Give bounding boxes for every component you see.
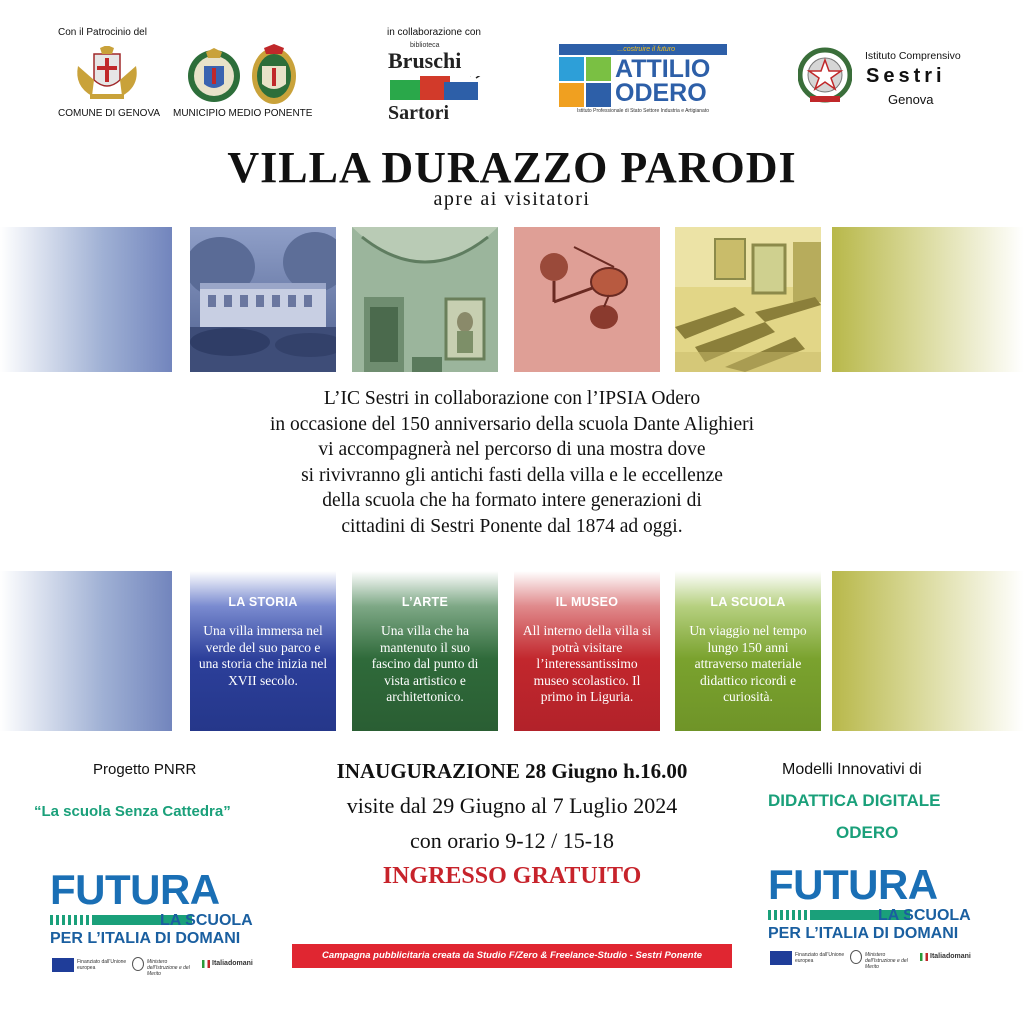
intro-paragraph <box>150 386 874 539</box>
eu-flag-icon <box>52 958 74 972</box>
municipio-crest-right-icon <box>250 44 298 106</box>
attilio-odero-logo <box>559 44 727 116</box>
inaugurazione-text: INAUGURAZIONE 28 Giugno h.16.00 <box>336 759 688 783</box>
didattica-digitale-label: DIDATTICA DIGITALE <box>768 791 941 810</box>
photo-band-fade-left <box>0 227 172 372</box>
ic-city: Genova <box>888 92 934 107</box>
odero-line2: ODERO <box>615 79 707 107</box>
ic-label: Istituto Comprensivo <box>865 50 961 62</box>
odero-subtitle: Istituto Professionale di Stato Settore Industria e Artigianato <box>576 108 710 114</box>
ministero-label: Ministero dell’Istruzione e del Merito <box>865 952 908 970</box>
ingresso-gratuito-text: INGRESSO GRATUITO <box>382 863 642 889</box>
intro-line-5: della scuola che ha formato intere generazioni di <box>322 490 702 511</box>
eu-label: Finanziato dall’Unione europea <box>795 952 845 964</box>
credit-banner: Campagna pubblicitaria creata da Studio F/Zero & Freelance-Studio - Sestri Ponente <box>292 944 732 968</box>
funding-logos-row <box>50 956 265 977</box>
italia-flag-icon <box>202 960 210 968</box>
futura-word: FUTURA <box>768 861 938 908</box>
card-text: Una villa immersa nel verde del suo parco e una storia che inizia nel XVII secolo. <box>198 623 328 688</box>
photo-band-fade-right <box>832 227 1024 372</box>
ministero-emblem-icon <box>850 950 862 964</box>
cards-fade-left <box>0 571 172 731</box>
books-icon <box>390 76 482 104</box>
futura-word: FUTURA <box>50 866 220 913</box>
intro-line-1: L’IC Sestri in collaborazione con l’IPSIA Odero <box>323 388 701 409</box>
italia-flag-icon <box>920 953 928 961</box>
bruschi-text: Bruschi <box>388 48 462 73</box>
card-title: IL MUSEO <box>555 595 619 609</box>
comune-genova-label: COMUNE DI GENOVA <box>58 108 161 119</box>
intro-line-2: in occasione del 150 anniversario della scuola Dante Alighieri <box>269 413 755 435</box>
patrocinio-label: Con il Patrocinio del <box>58 27 147 38</box>
ministero-emblem-icon <box>132 957 144 971</box>
futura-line1: LA SCUOLA <box>160 912 253 929</box>
collaborazione-label: in collaborazione con <box>387 27 481 38</box>
intro-line-3: vi accompagnerà nel percorso di una mostra dove <box>318 439 706 460</box>
card-la-storia <box>190 571 336 731</box>
municipio-label: MUNICIPIO MEDIO PONENTE <box>173 108 313 119</box>
municipio-crest-left-icon <box>186 46 242 104</box>
card-l-arte <box>352 571 498 731</box>
card-text: Una villa che ha mantenuto il suo fascino dal punto di vista artistico e architettonico. <box>371 623 479 704</box>
card-title: LA SCUOLA <box>710 595 786 609</box>
futura-line2: PER L’ITALIA DI DOMANI <box>768 925 959 942</box>
visite-text: visite dal 29 Giugno al 7 Luglio 2024 <box>346 793 678 818</box>
biblioteca-small-text: biblioteca <box>410 42 440 49</box>
odero-line1: ATTILIO <box>615 55 711 83</box>
card-la-scuola <box>675 571 821 731</box>
sartori-text: Sartori <box>388 102 450 124</box>
italiadomani-label: Italiadomani <box>212 960 253 967</box>
card-il-museo <box>514 571 660 731</box>
biblioteca-bruschi-sartori-logo <box>388 42 488 124</box>
futura-logo-right <box>768 861 983 975</box>
cards-fade-right <box>832 571 1024 731</box>
card-title: L’ARTE <box>401 595 449 609</box>
page-subtitle: apre ai visitatori <box>433 188 591 210</box>
ic-name: Sestri <box>866 65 946 87</box>
photo-villa-interior-fresco <box>352 227 498 372</box>
italiadomani-label: Italiadomani <box>930 953 971 960</box>
photo-classroom <box>675 227 821 372</box>
futura-logo-left <box>50 866 265 980</box>
funding-logos-row <box>768 949 983 970</box>
page-title: VILLA DURAZZO PARODI <box>227 143 797 192</box>
futura-line1: LA SCUOLA <box>878 907 971 924</box>
comune-genova-crest-icon <box>72 46 142 104</box>
orario-text: con orario 9-12 / 15-18 <box>409 828 615 853</box>
scuola-senza-cattedra-motto: “La scuola Senza Cattedra” <box>34 803 231 820</box>
intro-line-6: cittadini di Sestri Ponente dal 1874 ad oggi. <box>341 515 683 537</box>
futura-line2: PER L’ITALIA DI DOMANI <box>50 930 241 947</box>
photo-museum-instrument <box>514 227 660 372</box>
photo-villa-exterior <box>190 227 336 372</box>
card-text: Un viaggio nel tempo lungo 150 anni attraverso materiale didattico ricordi e curiosità. <box>689 623 807 704</box>
repubblica-emblem-icon <box>798 46 852 104</box>
card-text: All interno della villa si potrà visitare l’interessantissimo museo scolastico. Il primo in Liguria. <box>522 623 652 704</box>
odero-tagline: ...costruire il futuro <box>559 44 727 55</box>
eu-label: Finanziato dall’Unione europea <box>77 959 127 971</box>
intro-line-4: si rivivranno gli antichi fasti della villa e le eccellenze <box>301 464 723 486</box>
odero-tiles-icon <box>559 57 611 107</box>
eu-flag-icon <box>770 951 792 965</box>
progetto-pnrr-label: Progetto PNRR <box>93 761 197 778</box>
modelli-innovativi-label: Modelli Innovativi di <box>782 761 922 778</box>
ministero-label: Ministero dell’Istruzione e del Merito <box>147 959 190 977</box>
card-title: LA STORIA <box>228 595 298 609</box>
odero-label: ODERO <box>836 823 899 842</box>
